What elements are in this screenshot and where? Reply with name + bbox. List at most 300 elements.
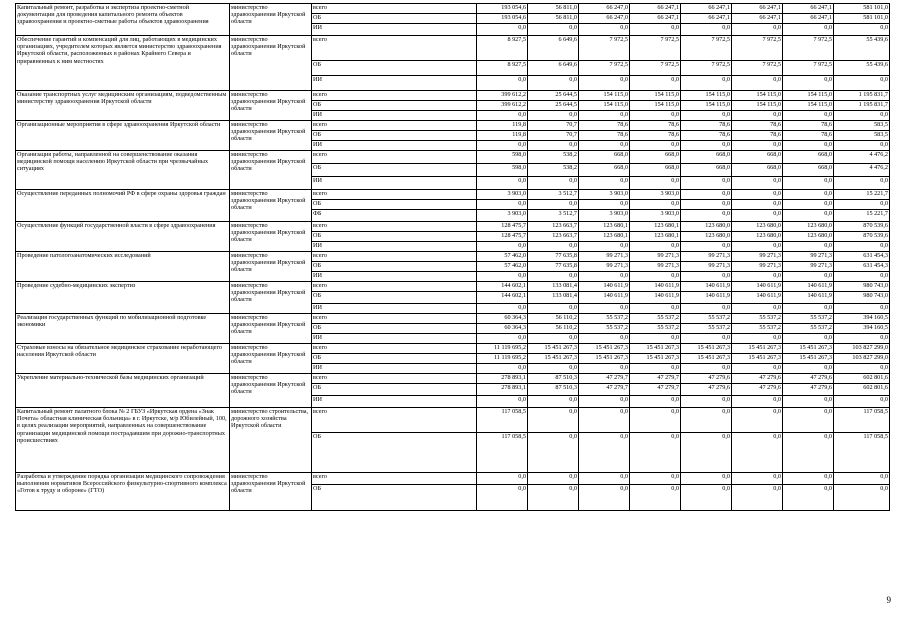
year-value: 154 115,0: [783, 91, 834, 101]
year-value: 154 115,0: [732, 91, 783, 101]
year-value: 47 279,7: [579, 374, 630, 384]
year-value: 0,0: [477, 141, 528, 151]
year-value: 154 115,0: [630, 101, 681, 111]
activity-name: Организация работы, направленной на совершенствование оказания медицинской помощи населению Иркутской области при чрезвычайных ситуациях: [16, 151, 230, 190]
year-value: 47 279,6: [681, 384, 732, 396]
activity-name: Капитальный ремонт палатного блока № 2 ГБУЗ «Иркутская ордена «Знак Почета» областная клиническая больница» в г. Иркутске, м/р Юбилейный, 100, в целях реализации мероприятий, направленных на совершенствование организации медицинской помощи пострадавшим при дорожно-транспортных происшествиях: [16, 408, 230, 473]
activity-name: Проведение судебно-медицинских экспертиз: [16, 282, 230, 314]
year-value: 0,0: [732, 190, 783, 200]
funding-source: ОБ: [312, 433, 477, 473]
year-value: 55 537,2: [579, 324, 630, 334]
funding-source: ИИ: [312, 111, 477, 121]
funding-source: ОБ: [312, 131, 477, 141]
year-value: 55 537,2: [681, 324, 732, 334]
year-value: 0,0: [681, 304, 732, 314]
year-value: 0,0: [783, 242, 834, 252]
year-value: 133 081,4: [528, 282, 579, 292]
activity-name: Осуществление функций государственной власти в сфере здравоохранения: [16, 222, 230, 252]
year-value: 0,0: [783, 396, 834, 408]
year-value: 0,0: [630, 408, 681, 433]
funding-source: всего: [312, 36, 477, 61]
year-value: 47 279,6: [732, 384, 783, 396]
year-value: 140 611,9: [732, 292, 783, 304]
total-value: 117 058,5: [834, 433, 890, 473]
year-value: 0,0: [630, 485, 681, 511]
total-value: 583,5: [834, 121, 890, 131]
year-value: 15 451 267,3: [579, 354, 630, 364]
year-value: 55 537,2: [732, 324, 783, 334]
year-value: 0,0: [783, 141, 834, 151]
year-value: 154 115,0: [783, 101, 834, 111]
funding-source: ИИ: [312, 364, 477, 374]
total-value: 0,0: [834, 111, 890, 121]
year-value: 399 612,2: [477, 101, 528, 111]
year-value: 99 271,3: [783, 252, 834, 262]
total-value: 1 195 831,7: [834, 101, 890, 111]
year-value: 0,0: [681, 272, 732, 282]
year-value: 0,0: [579, 396, 630, 408]
year-value: 0,0: [477, 24, 528, 36]
year-value: 154 115,0: [681, 91, 732, 101]
year-value: 123 680,1: [579, 222, 630, 232]
year-value: 668,0: [681, 151, 732, 164]
year-value: 123 680,1: [630, 222, 681, 232]
total-value: 0,0: [834, 334, 890, 344]
year-value: 0,0: [477, 485, 528, 511]
year-value: 668,0: [630, 164, 681, 177]
year-value: 0,0: [579, 177, 630, 190]
year-value: 538,2: [528, 151, 579, 164]
year-value: 0,0: [477, 177, 528, 190]
year-value: 128 475,7: [477, 232, 528, 242]
year-value: 0,0: [681, 24, 732, 36]
year-value: 140 611,9: [681, 292, 732, 304]
year-value: 668,0: [681, 164, 732, 177]
total-value: 394 160,5: [834, 324, 890, 334]
executor-name: министерство здравоохранения Иркутской области: [230, 190, 312, 222]
total-value: 55 439,6: [834, 36, 890, 61]
year-value: 11 119 695,2: [477, 344, 528, 354]
year-value: 7 972,5: [783, 61, 834, 76]
year-value: 0,0: [477, 334, 528, 344]
year-value: 78,6: [579, 121, 630, 131]
year-value: 0,0: [528, 473, 579, 485]
year-value: 0,0: [579, 334, 630, 344]
table-row: [16, 374, 890, 384]
year-value: 66 247,1: [681, 4, 732, 14]
year-value: 0,0: [528, 177, 579, 190]
year-value: 0,0: [477, 304, 528, 314]
year-value: 0,0: [528, 24, 579, 36]
year-value: 140 611,9: [732, 282, 783, 292]
year-value: 0,0: [630, 396, 681, 408]
table-row: [16, 473, 890, 485]
activity-name: Организационные мероприятия в сфере здравоохранения Иркутской области: [16, 121, 230, 151]
year-value: 56 110,2: [528, 324, 579, 334]
funding-source: ОБ: [312, 232, 477, 242]
year-value: 0,0: [579, 76, 630, 91]
year-value: 0,0: [783, 485, 834, 511]
year-value: 7 972,5: [732, 36, 783, 61]
year-value: 0,0: [732, 334, 783, 344]
year-value: 0,0: [630, 177, 681, 190]
year-value: 3 903,0: [630, 190, 681, 200]
year-value: 0,0: [783, 177, 834, 190]
year-value: 0,0: [732, 485, 783, 511]
year-value: 123 680,0: [783, 222, 834, 232]
year-value: 140 611,9: [630, 292, 681, 304]
funding-source: всего: [312, 344, 477, 354]
total-value: 15 221,7: [834, 210, 890, 222]
year-value: 0,0: [579, 141, 630, 151]
year-value: 0,0: [477, 76, 528, 91]
total-value: 0,0: [834, 473, 890, 485]
year-value: 0,0: [477, 200, 528, 210]
year-value: 47 279,6: [783, 374, 834, 384]
year-value: 0,0: [579, 24, 630, 36]
year-value: 0,0: [630, 242, 681, 252]
year-value: 15 451 267,3: [528, 354, 579, 364]
year-value: 56 110,2: [528, 314, 579, 324]
year-value: 3 903,0: [579, 210, 630, 222]
year-value: 55 537,2: [579, 314, 630, 324]
year-value: 0,0: [681, 242, 732, 252]
year-value: 0,0: [528, 111, 579, 121]
activity-name: Оказание транспортных услуг медицинским организациям, подведомственным министерству здравоохранения Иркутской области: [16, 91, 230, 121]
year-value: 0,0: [783, 210, 834, 222]
funding-source: ИИ: [312, 141, 477, 151]
total-value: 980 743,0: [834, 292, 890, 304]
year-value: 0,0: [630, 473, 681, 485]
funding-source: ОБ: [312, 292, 477, 304]
year-value: 0,0: [732, 111, 783, 121]
funding-source: ИИ: [312, 76, 477, 91]
year-value: 87 510,3: [528, 384, 579, 396]
year-value: 193 054,6: [477, 14, 528, 24]
year-value: 144 602,1: [477, 292, 528, 304]
total-value: 0,0: [834, 242, 890, 252]
year-value: 0,0: [528, 364, 579, 374]
year-value: 0,0: [681, 141, 732, 151]
year-value: 78,6: [681, 121, 732, 131]
total-value: 581 101,0: [834, 4, 890, 14]
year-value: 0,0: [630, 76, 681, 91]
year-value: 668,0: [732, 164, 783, 177]
year-value: 0,0: [783, 334, 834, 344]
year-value: 0,0: [630, 304, 681, 314]
executor-name: министерство здравоохранения Иркутской области: [230, 282, 312, 314]
year-value: 0,0: [630, 200, 681, 210]
executor-name: министерство здравоохранения Иркутской области: [230, 252, 312, 282]
year-value: 0,0: [579, 111, 630, 121]
year-value: 0,0: [732, 242, 783, 252]
year-value: 0,0: [732, 210, 783, 222]
year-value: 0,0: [579, 242, 630, 252]
year-value: 66 247,1: [681, 14, 732, 24]
year-value: 193 054,6: [477, 4, 528, 14]
total-value: 602 801,6: [834, 384, 890, 396]
year-value: 6 649,6: [528, 61, 579, 76]
year-value: 0,0: [477, 396, 528, 408]
year-value: 123 680,1: [630, 232, 681, 242]
year-value: 70,7: [528, 131, 579, 141]
year-value: 0,0: [528, 433, 579, 473]
funding-source: всего: [312, 151, 477, 164]
year-value: 123 663,7: [528, 222, 579, 232]
activity-name: Капитальный ремонт, разработка и экспертиза проектно-сметной документации для проведения капитального ремонта объектов здравоохранения и проектно-сметные работы объектов здравоохранения: [16, 4, 230, 36]
year-value: 78,6: [630, 121, 681, 131]
year-value: 0,0: [681, 200, 732, 210]
year-value: 668,0: [579, 164, 630, 177]
year-value: 55 537,2: [681, 314, 732, 324]
year-value: 15 451 267,3: [630, 344, 681, 354]
year-value: 7 972,5: [783, 36, 834, 61]
year-value: 99 271,3: [681, 262, 732, 272]
table-row: [16, 314, 890, 324]
budget-table: [15, 3, 890, 511]
executor-name: министерство здравоохранения Иркутской области: [230, 121, 312, 151]
total-value: 0,0: [834, 76, 890, 91]
executor-name: министерство здравоохранения Иркутской области: [230, 374, 312, 408]
funding-source: всего: [312, 252, 477, 262]
table-row: [16, 408, 890, 433]
year-value: 128 475,7: [477, 222, 528, 232]
year-value: 668,0: [630, 151, 681, 164]
total-value: 0,0: [834, 304, 890, 314]
funding-source: ИИ: [312, 242, 477, 252]
year-value: 7 972,5: [681, 61, 732, 76]
year-value: 133 081,4: [528, 292, 579, 304]
year-value: 60 364,3: [477, 324, 528, 334]
year-value: 0,0: [528, 485, 579, 511]
year-value: 668,0: [732, 151, 783, 164]
executor-name: министерство здравоохранения Иркутской области: [230, 91, 312, 121]
activity-name: Укрепление материально-технической базы медицинских организаций: [16, 374, 230, 408]
year-value: 0,0: [630, 111, 681, 121]
year-value: 66 247,0: [579, 4, 630, 14]
year-value: 78,6: [630, 131, 681, 141]
year-value: 7 972,5: [630, 36, 681, 61]
funding-source: всего: [312, 374, 477, 384]
year-value: 66 247,0: [579, 14, 630, 24]
year-value: 77 635,8: [528, 252, 579, 262]
year-value: 8 927,5: [477, 36, 528, 61]
year-value: 0,0: [732, 433, 783, 473]
total-value: 117 058,5: [834, 408, 890, 433]
year-value: 56 811,0: [528, 4, 579, 14]
year-value: 0,0: [630, 334, 681, 344]
year-value: 0,0: [630, 141, 681, 151]
year-value: 0,0: [477, 473, 528, 485]
year-value: 598,0: [477, 164, 528, 177]
year-value: 47 279,7: [579, 384, 630, 396]
year-value: 0,0: [732, 177, 783, 190]
executor-name: министерство здравоохранения Иркутской области: [230, 473, 312, 511]
year-value: 87 510,3: [528, 374, 579, 384]
total-value: 602 801,6: [834, 374, 890, 384]
year-value: 0,0: [783, 111, 834, 121]
year-value: 668,0: [579, 151, 630, 164]
year-value: 0,0: [681, 177, 732, 190]
year-value: 0,0: [579, 408, 630, 433]
year-value: 15 451 267,3: [681, 344, 732, 354]
total-value: 870 539,6: [834, 222, 890, 232]
funding-source: ОБ: [312, 262, 477, 272]
year-value: 99 271,3: [630, 262, 681, 272]
year-value: 0,0: [528, 396, 579, 408]
year-value: 0,0: [681, 485, 732, 511]
total-value: 0,0: [834, 272, 890, 282]
year-value: 140 611,9: [783, 282, 834, 292]
total-value: 15 221,7: [834, 190, 890, 200]
year-value: 140 611,9: [681, 282, 732, 292]
table-row: [16, 121, 890, 131]
activity-name: Реализация государственных функций по мобилизационной подготовке экономики: [16, 314, 230, 344]
year-value: 78,6: [783, 131, 834, 141]
year-value: 0,0: [783, 364, 834, 374]
year-value: 0,0: [732, 364, 783, 374]
funding-source: всего: [312, 222, 477, 232]
activity-name: Проведение патологоанатомических исследований: [16, 252, 230, 282]
total-value: 103 827 299,0: [834, 344, 890, 354]
year-value: 140 611,9: [783, 292, 834, 304]
funding-source: ОБ: [312, 324, 477, 334]
year-value: 0,0: [528, 334, 579, 344]
total-value: 631 454,3: [834, 252, 890, 262]
year-value: 140 611,9: [630, 282, 681, 292]
year-value: 0,0: [477, 364, 528, 374]
year-value: 0,0: [732, 141, 783, 151]
year-value: 123 680,0: [681, 222, 732, 232]
funding-source: всего: [312, 121, 477, 131]
year-value: 0,0: [630, 364, 681, 374]
total-value: 55 439,6: [834, 61, 890, 76]
year-value: 47 279,7: [630, 374, 681, 384]
year-value: 0,0: [681, 334, 732, 344]
year-value: 0,0: [579, 433, 630, 473]
year-value: 11 119 695,2: [477, 354, 528, 364]
total-value: 0,0: [834, 24, 890, 36]
year-value: 0,0: [579, 272, 630, 282]
table-row: [16, 222, 890, 232]
year-value: 15 451 267,3: [732, 354, 783, 364]
executor-name: министерство здравоохранения Иркутской области: [230, 222, 312, 252]
year-value: 0,0: [783, 24, 834, 36]
year-value: 123 663,7: [528, 232, 579, 242]
year-value: 0,0: [528, 141, 579, 151]
year-value: 538,2: [528, 164, 579, 177]
year-value: 668,0: [783, 151, 834, 164]
year-value: 3 903,0: [630, 210, 681, 222]
table-row: [16, 36, 890, 61]
year-value: 0,0: [732, 200, 783, 210]
year-value: 0,0: [783, 408, 834, 433]
total-value: 980 743,0: [834, 282, 890, 292]
year-value: 0,0: [732, 24, 783, 36]
year-value: 15 451 267,3: [630, 354, 681, 364]
year-value: 0,0: [681, 111, 732, 121]
year-value: 7 972,5: [732, 61, 783, 76]
year-value: 99 271,3: [630, 252, 681, 262]
year-value: 99 271,3: [681, 252, 732, 262]
year-value: 0,0: [783, 433, 834, 473]
year-value: 78,6: [783, 121, 834, 131]
total-value: 870 539,6: [834, 232, 890, 242]
year-value: 3 512,7: [528, 190, 579, 200]
table-row: [16, 282, 890, 292]
year-value: 0,0: [732, 473, 783, 485]
year-value: 47 279,6: [681, 374, 732, 384]
year-value: 3 903,0: [477, 210, 528, 222]
year-value: 99 271,3: [579, 262, 630, 272]
year-value: 0,0: [681, 190, 732, 200]
total-value: 581 101,0: [834, 14, 890, 24]
executor-name: министерство здравоохранения Иркутской области: [230, 36, 312, 91]
funding-source: ОБ: [312, 200, 477, 210]
table-row: [16, 190, 890, 200]
year-value: 123 680,0: [732, 222, 783, 232]
year-value: 55 537,2: [783, 324, 834, 334]
year-value: 7 972,5: [579, 36, 630, 61]
year-value: 598,0: [477, 151, 528, 164]
funding-source: ИИ: [312, 334, 477, 344]
table-row: [16, 91, 890, 101]
year-value: 0,0: [783, 272, 834, 282]
year-value: 0,0: [630, 433, 681, 473]
year-value: 0,0: [477, 272, 528, 282]
year-value: 0,0: [579, 304, 630, 314]
year-value: 0,0: [528, 272, 579, 282]
year-value: 117 058,5: [477, 408, 528, 433]
year-value: 7 972,5: [681, 36, 732, 61]
year-value: 140 611,9: [579, 292, 630, 304]
funding-source: всего: [312, 473, 477, 485]
total-value: 0,0: [834, 200, 890, 210]
year-value: 154 115,0: [732, 101, 783, 111]
year-value: 0,0: [732, 76, 783, 91]
year-value: 47 279,7: [630, 384, 681, 396]
funding-source: ОБ: [312, 101, 477, 111]
total-value: 631 454,3: [834, 262, 890, 272]
year-value: 15 451 267,3: [783, 344, 834, 354]
year-value: 15 451 267,3: [681, 354, 732, 364]
year-value: 78,6: [579, 131, 630, 141]
funding-source: ИИ: [312, 396, 477, 408]
year-value: 55 537,2: [783, 314, 834, 324]
year-value: 78,6: [732, 131, 783, 141]
year-value: 0,0: [528, 200, 579, 210]
year-value: 154 115,0: [579, 91, 630, 101]
year-value: 15 451 267,3: [528, 344, 579, 354]
year-value: 0,0: [630, 24, 681, 36]
year-value: 0,0: [681, 473, 732, 485]
year-value: 99 271,3: [783, 262, 834, 272]
year-value: 55 537,2: [630, 314, 681, 324]
year-value: 119,8: [477, 121, 528, 131]
funding-source: ОБ: [312, 354, 477, 364]
funding-source: ОБ: [312, 384, 477, 396]
funding-source: ОБ: [312, 164, 477, 177]
activity-name: Осуществление переданных полномочий РФ в сфере охраны здоровья граждан: [16, 190, 230, 222]
year-value: 0,0: [528, 408, 579, 433]
year-value: 154 115,0: [579, 101, 630, 111]
year-value: 3 903,0: [477, 190, 528, 200]
year-value: 6 649,6: [528, 36, 579, 61]
year-value: 0,0: [783, 304, 834, 314]
funding-source: всего: [312, 91, 477, 101]
year-value: 78,6: [732, 121, 783, 131]
year-value: 0,0: [579, 485, 630, 511]
